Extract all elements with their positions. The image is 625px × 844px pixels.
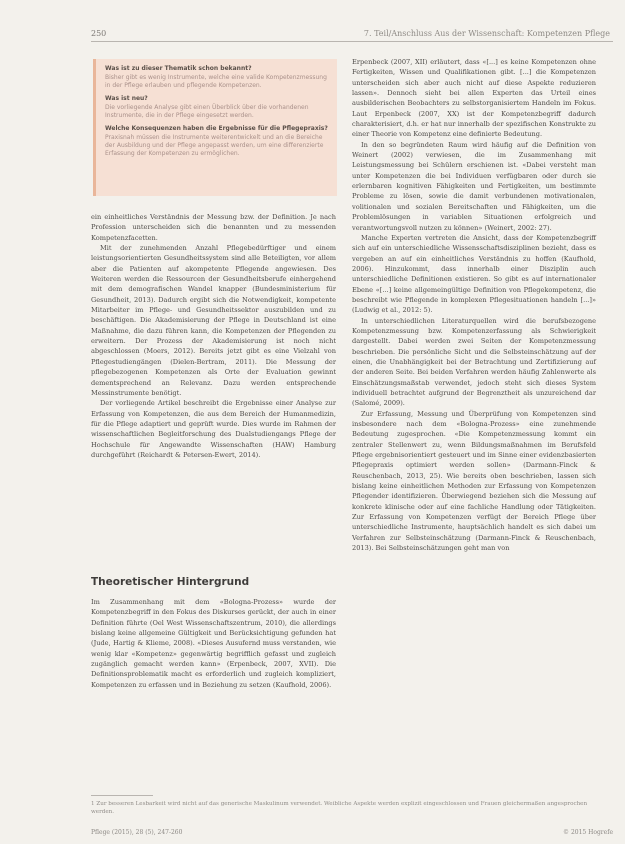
box-answer-2: Die vorliegende Analyse gibt einen Überblick über die vorhandenen Instrumente, die in der Pflege eingesetzt werden.: [105, 104, 309, 119]
paragraph: In unterschiedlichen Literaturquellen wird die berufsbezogene Kompetenzmessung bzw. Kompetenzerfassung als Schwierigkeit dargestellt. Dabei werden zwei Seiten der Kompetenzmessung beschrieben. Die persönliche Sicht und die Selbsteinschätzung auf der einen, die Unabhängigkeit bei der Betrachtung und Zertifizierung auf der anderen Seite. Bei beiden Verfahren werden häufig Zahlenwerte als Einschätzungsmaßstab verwendet, jedoch steht sich dieses System individuell betrachtet aufgrund der Begrenztheit als unzureichend dar (Salomé, 2009).: [352, 316, 596, 408]
paragraph: Manche Experten vertreten die Ansicht, dass der Kompetenzbegriff sich auf ein unterschiedliche Wissensschaftsdisziplinen bezieht, dass es vergeben an auf ein einheitliches Verständnis zu hoffen (Kaufhold, 2006). Hinzukommt, dass innerhalb einer Disziplin auch unterschiedliche Definitionen existieren. So gibt es auf internationaler Ebene «[...] keine allgemeingültige Definition von Pflegekompetenz, die beschreibt wie Pflegende in komplexen Pflegesituationen handeln [...]» (Ludwig et al., 2012: 5).: [352, 233, 596, 315]
box-question-3: Welche Konsequenzen haben die Ergebnisse für die Pflegepraxis?: [105, 125, 328, 132]
page-number: 250: [91, 29, 107, 38]
footnote: 1 Zur besseren Lesbarkeit wird nicht auf das generische Maskulinum verwendet. Weibliche Aspekte werden explizit eingeschlossen und Frauen gleichermaßen angesprochen werden.: [91, 801, 588, 815]
paragraph: Der vorliegende Artikel beschreibt die Ergebnisse einer Analyse zur Erfassung von Kompetenzen, die aus dem Bereich der Humanmedizin, für die Pflege adaptiert und geprüft wurde. Dies wurde im Rahmen der wissenschaftlichen Begleitforschung des Dualstudiengangs Pflege der Hochschule für Angewandte Wissenschaften (HAW) Hamburg durchgeführt (Reichardt & Petersen-Ewert, 2014).: [91, 399, 336, 459]
footnote-rule: [91, 795, 153, 796]
box-answer-1: Bisher gibt es wenig Instrumente, welche eine valide Kompetenzmessung in der Pflege erlauben und pflegende Kompetenzen.: [105, 74, 327, 89]
paragraph: Im Zusammenhang mit dem «Bologna-Prozess» wurde der Kompetenzbegriff in den Fokus des Diskurses gerückt, der auch in einer Definition führte (Oel West Wissenschaftszentrum, 2010), die allerdings bislang keine allgemeine Gültigkeit und Berücksichtigung gefunden hat (Jude, Hartig & Klieme, 2008). «Dieses Ausufernd muss verstanden, wie wenig klar «Kompetenz» gegenwärtig begrifflich gefasst und zugleich zugänglich gemacht werden kann» (Erpenbeck, 2007, XVII). Die Definitionsproblematik macht es erforderlich und zugleich kompliziert, Kompetenzen zu erfassen und in Beziehung zu setzen (Kaufhold, 2006).: [91, 598, 336, 689]
left-column-upper: [91, 212, 336, 460]
header-rule: [91, 41, 613, 42]
box-answer-3: Praxisnah müssen die Instrumente weiterentwickelt und an die Bereiche der Ausbildung und der Pflege angepasst werden, um eine differenzierte Erfassung der Kompetenzen zu ermöglichen.: [105, 134, 324, 157]
box-question-1: Was ist zu dieser Thematik schon bekannt?: [105, 65, 252, 72]
left-column-lower: [91, 597, 336, 690]
box-question-2: Was ist neu?: [105, 95, 148, 102]
section-heading: Theoretischer Hintergrund: [91, 576, 250, 588]
copyright-footer: © 2015 Hogrefe: [563, 829, 613, 836]
citation-footer: Pflege (2015), 28 (5), 247-260: [91, 829, 183, 836]
paragraph: In den so begründeten Raum wird häufig auf die Definition von Weinert (2002) verwiesen, die im Zusammenhang mit Leistungsmessung bei Schülern erschienen ist. «Dabei versteht man unter Kompetenzen die bei Individuen verfügbaren oder durch sie erlernbaren kognitiven Fähigkeiten und Fertigkeiten, um bestimmte Probleme zu lösen, sowie die damit verbundenen motivationalen, volitionalen und sozialen Bereitschaften und Fähigkeiten, um die Problemlösungen in variablen Situationen erfolgreich und verantwortungsvoll nutzen zu können» (Weinert, 2002: 27).: [352, 140, 596, 232]
right-column: [352, 57, 596, 554]
paragraph: Zur Erfassung, Messung und Überprüfung von Kompetenzen sind insbesondere nach dem «Bologna-Prozess» eine zunehmende Bedeutung zugesprochen. «Die Kompetenzmessung kommt ein zentraler Stellenwert zu, wenn Bildungsmaßnahmen im Berufsfeld Pflege ergebnisorientiert gesteuert und im Sinne einer evidenzbasierten Pflegepraxis optimiert werden sollen» (Darmann-Finck & Reuschenbach, 2013, 25). Wie bereits oben beschrieben, lassen sich bislang keine einheitlichen Methoden zur Erfassung von Kompetenzen Pflegender identifizieren. Überwiegend beziehen sich die Messung auf konkrete klinische oder auf eine fachliche Handlung oder Tätigkeiten. Zur Erfassung von Kompetenzen verfügt der Bereich Pflege über unterschiedliche Instrumente, hauptsächlich handelt es sich dabei um Verfahren zur Selbsteinschätzung (Darmann-Finck & Reuschenbach, 2013). Bei Selbsteinschätzungen geht man von: [352, 409, 596, 553]
paragraph: ein einheitliches Verständnis der Messung bzw. der Definition. Je nach Profession unterscheiden sich die benannten und zu messenden Kompetenzfacetten.: [91, 213, 336, 242]
summary-box: [93, 59, 337, 196]
paragraph: Erpenbeck (2007, XII) erläutert, dass «[...] es keine Kompetenzen ohne Fertigkeiten, Wissen und Qualifikationen gibt. [...] die Kompetenzen unterscheiden sich aber auch nicht auf diese Aspekte reduzieren lassen». Dennoch sieht bei allen Experten das Urteil eines ausbilderischen Beobachters zu selbstorganisiertem Handeln im Fokus. Laut Erpenbeck (2007, XX) ist der Kompetenzbegriff dadurch charakterisiert, d.h. er hat nur innerhalb der spezifischen Konstrukte zu einer Theorie von Kompetenz eine definierte Bedeutung.: [352, 58, 596, 139]
paragraph: Mit der zunehmenden Anzahl Pflegebedürftiger und einem leistungsorientierten Gesundheitssystem sind alle Beteiligten, vor allem aber die Patienten auf akompetente Pflegende angewiesen. Des Weiteren werden die Ressourcen der Gesundheitsberufe einhergehend mit dem demografischen Wandel knapper (Bundesministerium für Gesundheit, 2013). Dadurch ergibt sich die Notwendigkeit, kompetente Mitarbeiter im Pflege- und Gesundheitssektor auszubilden und zu beschäftigen. Die Akademisierung der Pflege in Deutschland ist eine Maßnahme, die dazu führen kann, die Kompetenzen der Pflegenden zu erweitern. Der Prozess der Akademisierung ist noch nicht abgeschlossen (Moers, 2012). Bereits jetzt gibt es eine Vielzahl von Pflegestudiengängen (Dielen-Bertram, 2011). Die Messung der pflegebezogenen Kompetenzen als Orte der Evaluation gewinnt dementsprechend an Relevanz. Dazu werden entsprechende Messinstrumente benötigt.: [91, 244, 336, 397]
running-title: 7. Teil/Anschluss Aus der Wissenschaft: Kompetenzen Pflege: [363, 29, 610, 38]
